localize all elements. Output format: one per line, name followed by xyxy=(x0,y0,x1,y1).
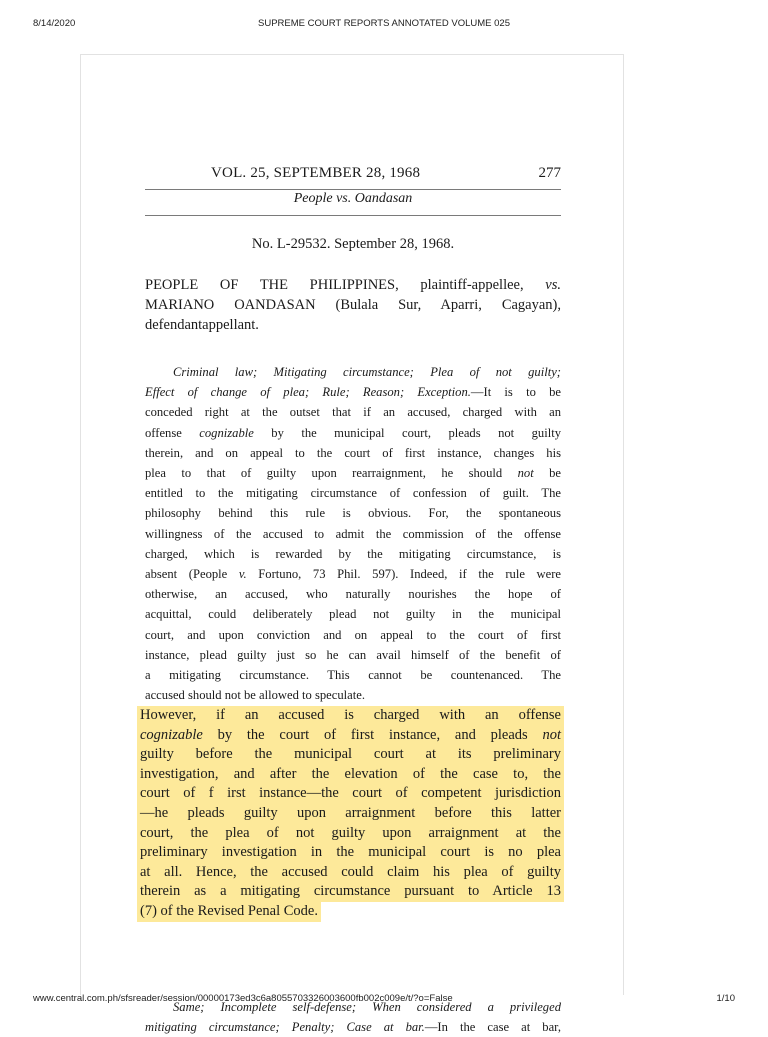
highlight-line: guilty before the municipal court at its preliminary xyxy=(137,745,564,765)
syllabus-line: charged, which is rewarded by the mitigating circumstance, is xyxy=(145,546,561,561)
parties xyxy=(145,275,561,335)
header-rule-bottom xyxy=(145,215,561,216)
syllabus-line: instance, plead guilty just so he can avail himself of the benefit of xyxy=(145,647,561,662)
highlight-line: court of f irst instance—the court of competent jurisdiction xyxy=(137,784,564,804)
syllabus-text: be xyxy=(533,466,561,481)
syllabus-emphasis: not xyxy=(517,466,534,481)
syllabus-line xyxy=(145,463,561,483)
syllabus-text: —It is to be xyxy=(470,385,561,400)
syllabus-emphasis: v. xyxy=(238,567,247,582)
highlighted-passage[interactable] xyxy=(140,706,564,922)
next-syllabus-topic-2: mitigating circumstance; Penalty; Case at bar. xyxy=(145,1020,425,1035)
syllabus-line: willingness of the accused to admit the commission of the offense xyxy=(145,526,561,541)
syllabus-text: by the municipal court, pleads not guilty xyxy=(253,425,561,440)
syllabus-line: philosophy behind this rule is obvious. For, the spontaneous xyxy=(145,506,561,521)
highlight-emphasis: cognizable xyxy=(140,726,203,743)
syllabus-text: offense xyxy=(145,425,200,440)
syllabus-topic: Criminal law; Mitigating circumstance; Plea of not guilty; xyxy=(173,365,561,379)
highlight-line: investigation, and after the elevation of the case to, the xyxy=(137,765,564,785)
page-number: 277 xyxy=(538,165,561,181)
highlight-line: court, the plea of not guilty upon arraignment at the xyxy=(137,824,564,844)
highlight-line xyxy=(137,726,564,746)
syllabus-emphasis: cognizable xyxy=(199,425,254,440)
highlight-line: —he pleads guilty upon arraignment before this latter xyxy=(137,804,564,824)
next-syllabus-text: —In the case at bar, xyxy=(424,1020,562,1035)
syllabus-line: accused should not be allowed to speculate. xyxy=(145,688,365,703)
next-syllabus-topic: Same; Incomplete self-defense; When considered a privileged xyxy=(173,1000,561,1014)
syllabus-paragraph xyxy=(145,362,561,705)
syllabus-line: court, and upon conviction and on appeal to the court of first xyxy=(145,627,561,642)
syllabus-line xyxy=(145,423,561,443)
syllabus-topic-2: Effect of change of plea; Rule; Reason; Exception. xyxy=(145,385,471,400)
parties-line-3: defendantappellant. xyxy=(145,317,259,333)
case-short-title: People vs. Oandasan xyxy=(293,191,413,206)
syllabus-line: therein, and on appeal to the court of first instance, changes his xyxy=(145,445,561,460)
next-syllabus-line xyxy=(145,1017,561,1037)
syllabus-text: Fortuno, 73 Phil. 597). Indeed, if the rule were xyxy=(246,567,561,582)
syllabus-line: entitled to the mitigating circumstance of confession of guilt. The xyxy=(145,486,561,501)
syllabus-text: plea to that of guilty upon rearraignment, he should xyxy=(145,466,518,481)
volume-date: VOL. 25, SEPTEMBER 28, 1968 xyxy=(211,165,421,181)
page-url: www.central.com.ph/sfsreader/session/00000173ed3c6a8055703326003600fb002c009e/t/?o=False xyxy=(33,993,453,1004)
highlight-line: at all. Hence, the accused could claim his plea of guilty xyxy=(137,863,564,883)
syllabus-line: acquittal, could deliberately plead not guilty in the municipal xyxy=(145,607,561,622)
highlight-line: However, if an accused is charged with an offense xyxy=(137,706,564,726)
running-head xyxy=(145,165,561,185)
syllabus-line xyxy=(145,382,561,402)
parties-line-1 xyxy=(145,275,561,295)
plaintiff-role: , plaintiff-appellee, xyxy=(395,277,546,293)
syllabus-line xyxy=(145,564,561,584)
syllabus-line: a mitigating circumstance. This cannot be countenanced. The xyxy=(145,668,561,683)
highlight-line: (7) of the Revised Penal Code. xyxy=(137,902,321,922)
print-title: SUPREME COURT REPORTS ANNOTATED VOLUME 025 xyxy=(258,18,510,29)
syllabus-text: absent (People xyxy=(145,567,239,582)
print-date: 8/14/2020 xyxy=(33,18,76,29)
parties-line-2: MARIANO OANDASAN (Bulala Sur, Aparri, Cagayan), xyxy=(145,297,561,313)
highlight-emphasis: not xyxy=(542,726,561,743)
highlight-text: by the court of first instance, and pleads xyxy=(202,726,543,743)
case-number: No. L-29532. September 28, 1968. xyxy=(251,236,455,252)
print-page-count: 1/10 xyxy=(716,993,735,1004)
syllabus-line: conceded right at the outset that if an accused, charged with an xyxy=(145,405,561,420)
header-rule-top xyxy=(145,189,561,190)
highlight-line: preliminary investigation in the municipal court is no plea xyxy=(137,843,564,863)
syllabus-line: otherwise, an accused, who naturally nourishes the hope of xyxy=(145,587,561,602)
versus: vs. xyxy=(545,277,562,293)
highlight-line: therein as a mitigating circumstance pursuant to Article 13 xyxy=(137,882,564,902)
plaintiff-name: PEOPLE OF THE PHILIPPINES xyxy=(145,277,396,293)
syllabus-line xyxy=(145,362,561,382)
